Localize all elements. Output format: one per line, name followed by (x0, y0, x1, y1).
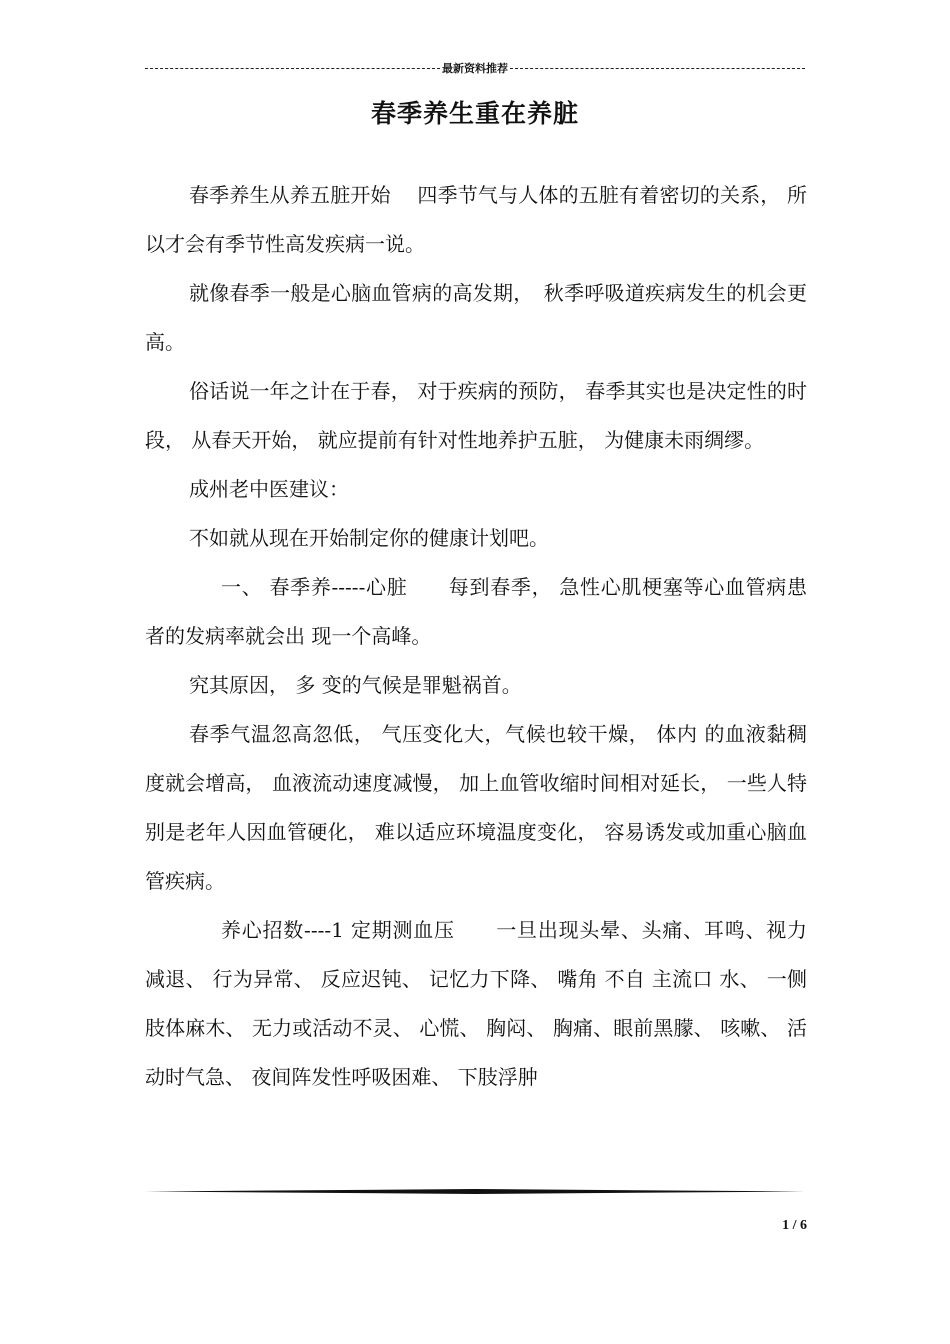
page-header (145, 58, 805, 78)
paragraph: 就像春季一般是心脑血管病的高发期， 秋季呼吸道疾病发生的机会更高。 (145, 281, 807, 354)
paragraph: 养心招数----1 定期测血压 一旦出现头晕、头痛、耳鸣、视力减退、 行为异常、 反应迟钝、 记忆力下降、 嘴角 不自 主流口 水、 一侧肢体麻木、 无力或活动不灵、 心慌、 胸闷、 胸痛、眼前黑朦、 咳嗽、 活动时气急、 夜间阵发性呼吸困难、 下肢浮肿 (145, 918, 807, 1089)
header-text: 最新资料推荐 (442, 62, 508, 75)
paragraph: 成州老中医建议： (189, 477, 349, 501)
header-rule-left (145, 68, 440, 69)
header-rule-right (510, 68, 805, 69)
paragraph: 春季养生从养五脏开始 四季节气与人体的五脏有着密切的关系， 所以才会有季节性高发疾病一说。 (145, 183, 807, 256)
footer-rule (145, 1189, 805, 1194)
paragraph: 究其原因， 多 变的气候是罪魁祸首。 (189, 673, 522, 697)
page-number: 1 / 6 (782, 1218, 807, 1233)
document-body (145, 171, 807, 1102)
document-title: 春季养生重在养脏 (370, 99, 579, 128)
paragraph: 俗话说一年之计在于春， 对于疾病的预防， 春季其实也是决定性的时段， 从春天开始， 就应提前有针对性地养护五脏， 为健康未雨绸缪。 (145, 379, 807, 452)
paragraph: 一、 春季养-----心脏 每到春季， 急性心肌梗塞等心血管病患者的发病率就会出 现一个高峰。 (145, 575, 807, 648)
paragraph: 春季气温忽高忽低， 气压变化大，气候也较干燥， 体内 的血液黏稠度就会增高， 血液流动速度减慢， 加上血管收缩时间相对延长， 一些人特别是老年人因血管硬化， 难以适应环境温度变化， 容易诱发或加重心脑血管疾病。 (145, 722, 807, 893)
paragraph: 不如就从现在开始制定你的健康计划吧。 (189, 526, 549, 550)
